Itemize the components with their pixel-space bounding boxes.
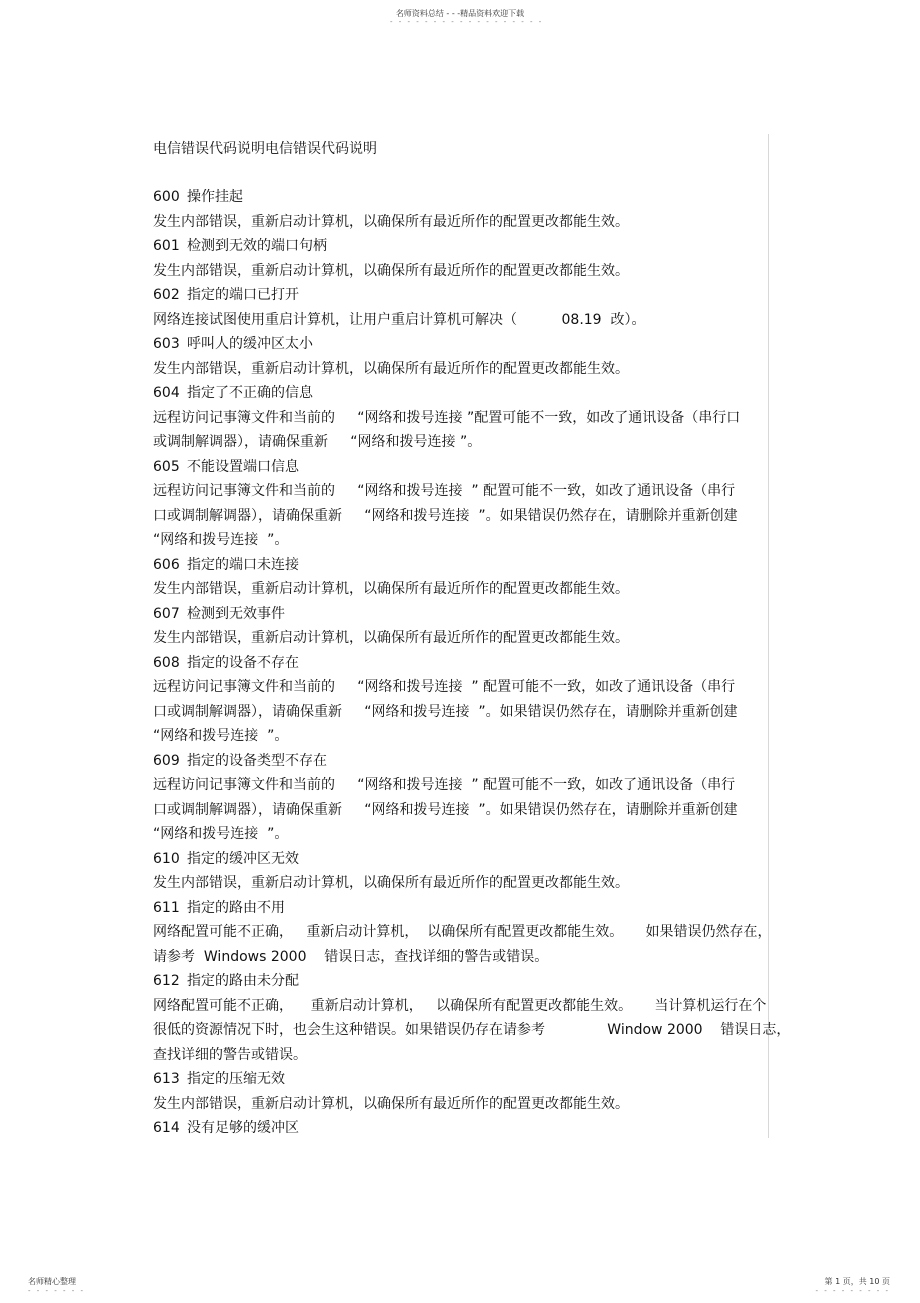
error-description-line: 网络配置可能不正确， 重新启动计算机， 以确保所有配置更改都能生效。 当计算机运行在个 bbox=[153, 997, 767, 1014]
error-entry bbox=[153, 651, 768, 749]
error-title: 指定的路由不用 bbox=[187, 899, 285, 916]
error-heading bbox=[153, 602, 768, 627]
error-code: 604 bbox=[153, 385, 180, 401]
error-description-line: 发生内部错误，重新启动计算机，以确保所有最近所作的配置更改都能生效。 bbox=[153, 875, 629, 891]
error-title: 指定的端口未连接 bbox=[187, 556, 299, 573]
error-title: 指定的路由未分配 bbox=[187, 973, 299, 989]
error-description-line: 查找详细的警告或错误。 bbox=[153, 1046, 307, 1063]
error-code: 607 bbox=[153, 605, 180, 622]
error-entry bbox=[153, 553, 768, 602]
error-title: 指定了不正确的信息 bbox=[187, 385, 313, 401]
error-title: 检测到无效事件 bbox=[187, 605, 285, 622]
error-description-line: 远程访问记事簿文件和当前的 “网络和拨号连接 ”配置可能不一致，如改了通讯设备（串行口 bbox=[153, 409, 741, 426]
error-heading bbox=[153, 234, 768, 259]
error-title: 检测到无效的端口句柄 bbox=[187, 238, 327, 254]
error-title: 操作挂起 bbox=[187, 189, 243, 205]
error-entry bbox=[153, 185, 768, 234]
error-heading bbox=[153, 381, 768, 406]
error-heading bbox=[153, 651, 768, 676]
error-entry bbox=[153, 969, 791, 1067]
error-heading bbox=[153, 847, 768, 872]
page-header: 名师资料总结 - - -精品资料欢迎下载 bbox=[395, 9, 525, 18]
error-title: 指定的缓冲区无效 bbox=[187, 850, 299, 867]
error-title: 呼叫人的缓冲区太小 bbox=[187, 336, 313, 352]
error-description-line: 请参考 Windows 2000 错误日志，查找详细的警告或错误。 bbox=[153, 948, 549, 965]
error-code: 614 bbox=[153, 1120, 180, 1136]
error-code-list bbox=[153, 185, 791, 1141]
page-number: 第 1 页，共 10 页 bbox=[824, 1277, 890, 1286]
header-dotted-rule: - - - - - - - - - - - - - - - - - - bbox=[390, 18, 544, 26]
error-code: 613 bbox=[153, 1071, 180, 1087]
error-description-line: 或调制解调器），请确保重新 “网络和拨号连接 ”。 bbox=[153, 434, 482, 450]
error-entry bbox=[153, 602, 768, 651]
error-heading bbox=[153, 553, 768, 578]
error-entry bbox=[153, 332, 768, 381]
error-entry bbox=[153, 234, 768, 283]
error-title: 没有足够的缓冲区 bbox=[187, 1120, 299, 1136]
error-description-line: 发生内部错误，重新启动计算机，以确保所有最近所作的配置更改都能生效。 bbox=[153, 213, 629, 230]
error-title: 指定的端口已打开 bbox=[187, 287, 299, 303]
error-title: 指定的压缩无效 bbox=[187, 1071, 285, 1087]
error-entry bbox=[153, 381, 768, 455]
error-entry bbox=[153, 749, 768, 847]
document-title: 电信错误代码说明电信错误代码说明 bbox=[153, 141, 377, 157]
error-heading bbox=[153, 749, 768, 774]
error-code: 611 bbox=[153, 899, 180, 916]
error-description-line: 口或调制解调器），请确保重新 “网络和拨号连接 ”。如果错误仍然存在，请删除并重新创建 bbox=[153, 703, 738, 720]
error-title: 不能设置端口信息 bbox=[187, 458, 299, 475]
error-code: 602 bbox=[153, 287, 180, 303]
error-description-line: 发生内部错误，重新启动计算机，以确保所有最近所作的配置更改都能生效。 bbox=[153, 262, 629, 279]
error-code: 612 bbox=[153, 973, 180, 989]
error-code: 601 bbox=[153, 238, 180, 254]
error-description-line: “网络和拨号连接 ”。 bbox=[153, 826, 289, 842]
error-description-line: “网络和拨号连接 ”。 bbox=[153, 728, 289, 744]
error-description-line: 发生内部错误，重新启动计算机，以确保所有最近所作的配置更改都能生效。 bbox=[153, 1095, 629, 1112]
error-description-line: 发生内部错误，重新启动计算机，以确保所有最近所作的配置更改都能生效。 bbox=[153, 581, 629, 597]
error-code: 603 bbox=[153, 336, 180, 352]
error-entry bbox=[153, 896, 772, 970]
error-heading bbox=[153, 455, 768, 480]
error-code: 608 bbox=[153, 654, 180, 671]
error-description-line: 远程访问记事簿文件和当前的 “网络和拨号连接 ” 配置可能不一致，如改了通讯设备（串行 bbox=[153, 777, 736, 793]
error-heading bbox=[153, 332, 768, 357]
error-heading bbox=[153, 969, 768, 994]
error-code: 610 bbox=[153, 850, 180, 867]
error-code: 600 bbox=[153, 189, 180, 205]
error-description-line: 网络连接试图使用重启计算机，让用户重启计算机可解决（ 08.19 改）。 bbox=[153, 311, 646, 328]
error-description-line: 很低的资源情况下时，也会生这种错误。如果错误仍存在请参考 Window 2000 错误日志， bbox=[153, 1022, 791, 1038]
error-code: 605 bbox=[153, 458, 180, 475]
error-entry bbox=[153, 1116, 768, 1141]
margin-rule bbox=[768, 134, 769, 1138]
error-description-line: 网络配置可能不正确， 重新启动计算机， 以确保所有配置更改都能生效。 如果错误仍然存在， bbox=[153, 924, 772, 940]
error-entry bbox=[153, 847, 768, 896]
error-description-line: 发生内部错误，重新启动计算机，以确保所有最近所作的配置更改都能生效。 bbox=[153, 630, 629, 646]
error-entry bbox=[153, 1067, 768, 1116]
error-heading bbox=[153, 283, 768, 308]
error-title: 指定的设备类型不存在 bbox=[187, 752, 327, 769]
error-heading bbox=[153, 1116, 768, 1141]
footer-left-label: 名师精心整理 bbox=[28, 1277, 76, 1286]
error-code: 606 bbox=[153, 556, 180, 573]
error-code: 609 bbox=[153, 752, 180, 769]
error-description-line: 口或调制解调器），请确保重新 “网络和拨号连接 ”。如果错误仍然存在，请删除并重新创建 bbox=[153, 801, 738, 818]
error-title: 指定的设备不存在 bbox=[187, 654, 299, 671]
footer-left-dotted-rule: - - - - - - - bbox=[28, 1287, 86, 1295]
error-description-line: 口或调制解调器），请确保重新 “网络和拨号连接 ”。如果错误仍然存在，请删除并重新创建 bbox=[153, 507, 738, 524]
footer-right-dotted-rule: - - - - - - - - - bbox=[815, 1287, 890, 1295]
error-description-line: 发生内部错误，重新启动计算机，以确保所有最近所作的配置更改都能生效。 bbox=[153, 360, 629, 377]
error-entry bbox=[153, 455, 768, 553]
error-heading bbox=[153, 896, 768, 921]
error-description-line: 远程访问记事簿文件和当前的 “网络和拨号连接 ” 配置可能不一致，如改了通讯设备（串行 bbox=[153, 483, 736, 499]
error-heading bbox=[153, 1067, 768, 1092]
error-description-line: “网络和拨号连接 ”。 bbox=[153, 532, 289, 548]
error-entry bbox=[153, 283, 768, 332]
error-heading bbox=[153, 185, 768, 210]
error-description-line: 远程访问记事簿文件和当前的 “网络和拨号连接 ” 配置可能不一致，如改了通讯设备（串行 bbox=[153, 679, 736, 695]
